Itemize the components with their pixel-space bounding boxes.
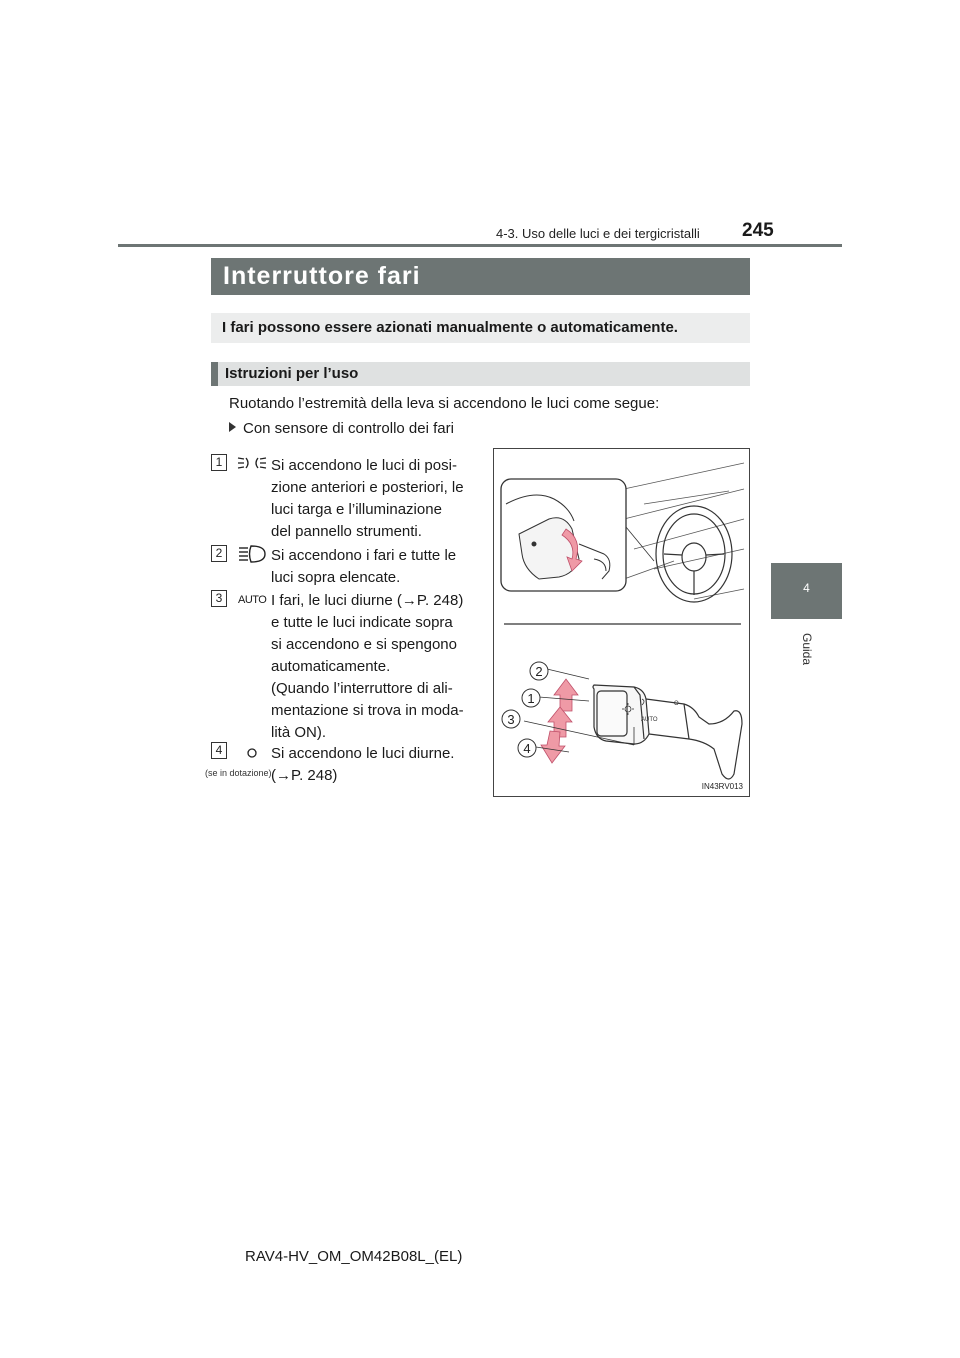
subheading-bar bbox=[211, 362, 750, 386]
item-number-3: 3 bbox=[211, 590, 227, 607]
title-bar bbox=[211, 258, 750, 295]
header-divider bbox=[118, 244, 842, 247]
position-lights-icon bbox=[237, 454, 267, 472]
item-number-1: 1 bbox=[211, 454, 227, 471]
svg-text:O: O bbox=[674, 701, 679, 707]
item-3-text: I fari, le luci diurne (→P. 248) e tutte le luci indicate sopra si accendono e si spengono automaticamente. (Quando l’interruttore di ali- mentazione si trova in moda- lità ON). bbox=[271, 592, 464, 741]
off-icon bbox=[246, 745, 258, 759]
intro-text: I fari possono essere azionati manualmente o automaticamente. bbox=[222, 319, 678, 336]
callout-2: 2 bbox=[535, 664, 543, 679]
item-4-text: Si accendono le luci diurne. (→P. 248) bbox=[271, 745, 455, 784]
item-1-text: Si accendono le luci di posi- zione anteriori e posteriori, le luci targa e l’illuminazione del pannello strumenti. bbox=[271, 457, 464, 540]
callout-1: 1 bbox=[527, 691, 535, 706]
headlight-icon bbox=[237, 544, 267, 564]
chapter-label bbox=[800, 624, 814, 674]
document-code: RAV4-HV_OM_OM42B08L_(EL) bbox=[245, 1248, 463, 1265]
subheading: Istruzioni per l’uso bbox=[225, 365, 359, 382]
figure-code: IN43RV013 bbox=[701, 782, 743, 791]
chapter-number: 4 bbox=[803, 581, 810, 595]
lever-illustration bbox=[493, 448, 750, 797]
svg-text:AUTO: AUTO bbox=[641, 717, 658, 723]
bullet-item bbox=[243, 420, 454, 437]
callout-4: 4 bbox=[523, 741, 531, 756]
page-title: Interruttore fari bbox=[223, 262, 421, 290]
body-paragraph: Ruotando l’estremità della leva si accendono le luci come segue: bbox=[229, 395, 660, 412]
callout-3: 3 bbox=[507, 712, 515, 727]
intro-box bbox=[211, 313, 750, 343]
page-number: 245 bbox=[742, 220, 774, 241]
item-number-2: 2 bbox=[211, 545, 227, 562]
section-header: 4-3. Uso delle luci e dei tergicristalli bbox=[496, 226, 700, 241]
bullet-triangle-icon bbox=[229, 422, 236, 432]
optional-note: (se in dotazione) bbox=[205, 768, 272, 778]
bullet-text: Con sensore di controllo dei fari bbox=[243, 420, 454, 437]
item-number-4: 4 bbox=[211, 742, 227, 759]
auto-icon: AUTO bbox=[238, 594, 267, 606]
chapter-label-text: Guida bbox=[800, 632, 814, 666]
item-2-text: Si accendono i fari e tutte le luci sopra elencate. bbox=[271, 547, 457, 586]
chapter-tab bbox=[771, 563, 842, 619]
lever-drawing bbox=[494, 449, 750, 797]
